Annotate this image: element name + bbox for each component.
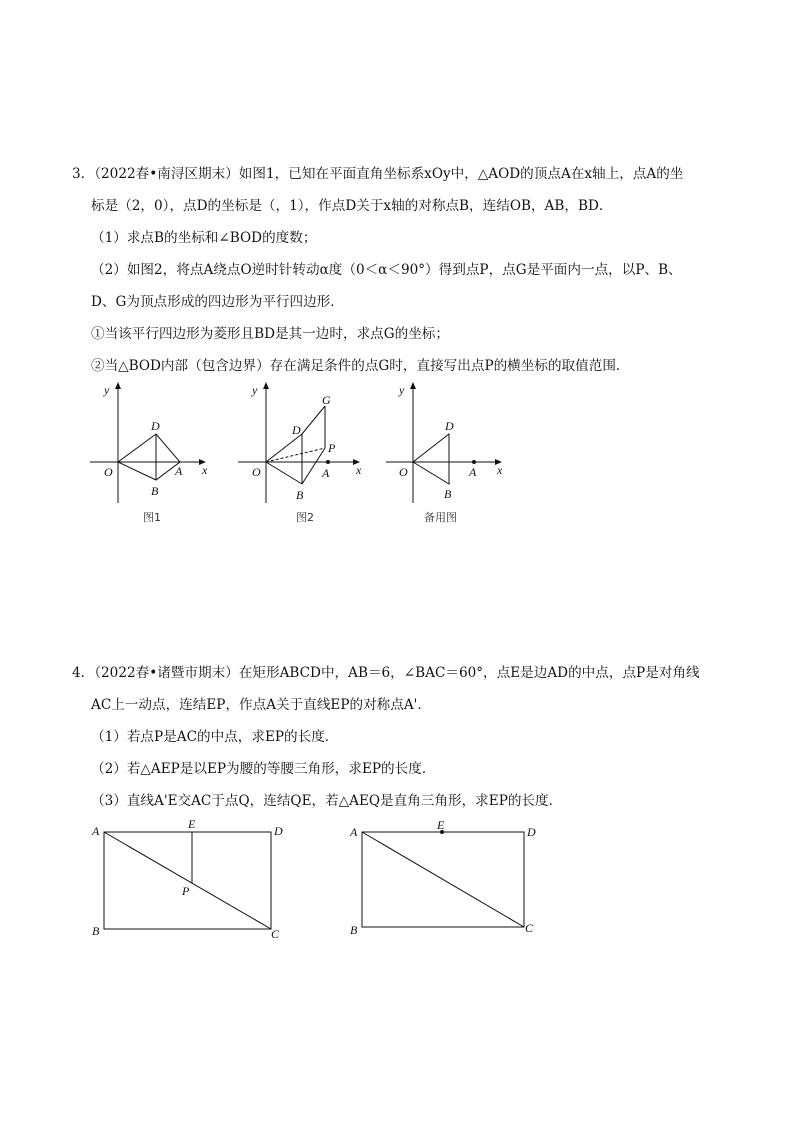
- label-y: y: [252, 383, 258, 397]
- rhombus-ODAB: [118, 434, 180, 480]
- figure-rect-2: [345, 818, 545, 942]
- p3-line-7: ②当△BOD内部（包含边界）存在满足条件的点G时，直接写出点P的横坐标的取值范围．: [91, 358, 630, 374]
- figure-1: [80, 378, 220, 528]
- figure-spare: [376, 378, 516, 528]
- p4-line-3: （1）若点P是AC的中点，求EP的长度．: [91, 729, 339, 745]
- caption-spare: 备用图: [424, 511, 457, 524]
- label-B: B: [92, 924, 100, 938]
- label-O: O: [104, 465, 113, 479]
- p4-line-1: 4．（2022春•诸暨市期末）在矩形ABCD中，AB＝6，∠BAC＝60°，点E是边AD的中点，点P是对角线: [72, 665, 700, 681]
- label-x: x: [202, 463, 208, 477]
- label-E: E: [188, 818, 196, 831]
- label-P: P: [328, 441, 336, 455]
- p3-line-6: ①当该平行四边形为菱形且BD是其一边时，求点G的坐标；: [91, 326, 449, 342]
- label-O: O: [252, 465, 261, 479]
- label-P: P: [182, 884, 190, 898]
- label-D: D: [292, 423, 301, 437]
- figure-2: [228, 378, 378, 528]
- label-x: x: [356, 463, 362, 477]
- label-D: D: [151, 419, 160, 433]
- diagonal-AC: [362, 832, 524, 927]
- label-B: B: [444, 487, 452, 501]
- label-D: D: [445, 419, 454, 433]
- label-A: A: [350, 825, 358, 839]
- p3-line-1: 3．（2022春•南浔区期末）如图1，已知在平面直角坐标系xOy中，△AOD的顶点A在x轴上，点A的坐: [72, 166, 684, 182]
- triangle-BOD: [413, 434, 449, 484]
- diagonal-AC: [104, 832, 271, 929]
- label-y: y: [399, 383, 405, 397]
- label-B: B: [296, 488, 304, 502]
- p3-line-5: D、G为顶点形成的四边形为平行四边形．: [91, 294, 344, 310]
- label-G: G: [322, 393, 331, 407]
- p4-line-4: （2）若△AEP是以EP为腰的等腰三角形，求EP的长度．: [91, 761, 436, 777]
- p4-line-2: AC上一动点，连结EP，作点A关于直线EP的对称点A'．: [91, 697, 432, 713]
- label-D: D: [527, 825, 536, 839]
- caption-fig2: 图2: [296, 511, 314, 524]
- label-A: A: [175, 464, 183, 478]
- p3-line-4: （2）如图2，将点A绕点O逆时针转动α度（0＜α＜90°）得到点P，点G是平面内一点，以P、B、: [91, 262, 682, 278]
- caption-fig1: 图1: [143, 511, 161, 524]
- label-C: C: [525, 921, 534, 935]
- label-B: B: [350, 923, 358, 937]
- label-E: E: [437, 818, 445, 832]
- figure-rect-1: [86, 818, 286, 942]
- label-x: x: [497, 463, 503, 477]
- label-A: A: [92, 824, 100, 838]
- p3-line-3: （1）求点B的坐标和∠BOD的度数；: [91, 230, 317, 246]
- p3-line-2: 标是（2，0），点D的坐标是（，1），作点D关于x轴的对称点B，连结OB，AB，BD．: [91, 198, 613, 214]
- label-C: C: [271, 927, 280, 941]
- label-A: A: [469, 465, 477, 479]
- label-B: B: [151, 484, 159, 498]
- label-A: A: [322, 466, 330, 480]
- p4-line-5: （3）直线A'E交AC于点Q，连结QE，若△AEQ是直角三角形，求EP的长度．: [91, 793, 563, 809]
- label-D: D: [274, 824, 283, 838]
- label-O: O: [399, 465, 408, 479]
- label-y: y: [104, 383, 110, 397]
